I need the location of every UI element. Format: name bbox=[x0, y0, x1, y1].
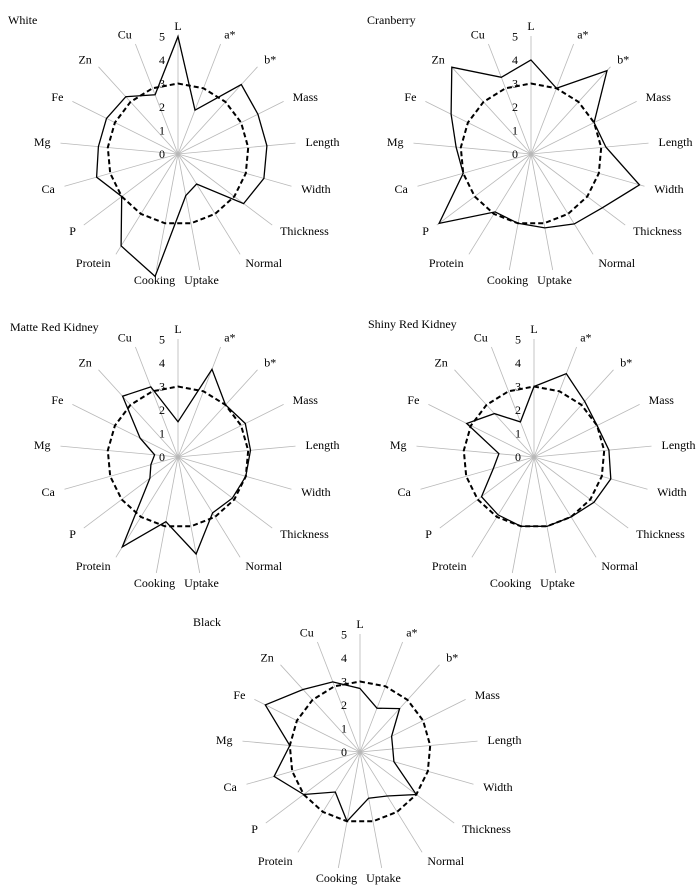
tick-label: 3 bbox=[515, 379, 521, 394]
tick-label: 3 bbox=[159, 76, 165, 91]
tick-label: 4 bbox=[341, 651, 347, 665]
tick-label: 4 bbox=[159, 53, 165, 67]
axis-label-fe: Fe bbox=[51, 89, 64, 104]
axis-label-uptake: Uptake bbox=[366, 870, 401, 885]
spoke-p bbox=[440, 457, 534, 528]
axis-label-zn: Zn bbox=[260, 650, 274, 665]
axis-label-cu: Cu bbox=[473, 330, 488, 345]
axis-label-protein: Protein bbox=[257, 853, 293, 868]
spoke-length bbox=[534, 446, 652, 457]
panel-title: White bbox=[8, 13, 38, 27]
tick-label: 3 bbox=[159, 379, 165, 394]
axis-label-normal: Normal bbox=[601, 558, 639, 573]
axis-label-zn: Zn bbox=[78, 355, 92, 370]
axis-label-uptake: Uptake bbox=[537, 272, 572, 287]
axis-label-protein: Protein bbox=[428, 255, 464, 270]
axis-label-mg: Mg bbox=[33, 135, 51, 150]
axis-label-fe: Fe bbox=[233, 687, 246, 702]
tick-label: 3 bbox=[341, 674, 347, 689]
spoke-zn bbox=[99, 67, 179, 154]
tick-label: 4 bbox=[515, 356, 521, 370]
axis-label-cooking: Cooking bbox=[133, 272, 176, 287]
spoke-a-star bbox=[534, 347, 577, 457]
axis-label-thickness: Thickness bbox=[462, 822, 511, 837]
axis-label-mg: Mg bbox=[389, 438, 407, 453]
radar-panel-matte-red-kidney bbox=[10, 320, 340, 590]
panel-title: Cranberry bbox=[367, 13, 416, 27]
axis-label-l: L bbox=[530, 322, 538, 336]
radar-panel-white bbox=[8, 13, 340, 287]
tick-label: 5 bbox=[512, 29, 518, 44]
axis-label-thickness: Thickness bbox=[633, 224, 682, 239]
axis-label-length: Length bbox=[661, 438, 696, 453]
axis-label-b-star: b* bbox=[620, 355, 633, 370]
axis-label-l: L bbox=[527, 19, 535, 33]
axis-label-thickness: Thickness bbox=[280, 224, 329, 239]
tick-label: 1 bbox=[159, 123, 165, 138]
tick-label: 0 bbox=[159, 147, 165, 161]
axis-label-thickness: Thickness bbox=[636, 527, 685, 542]
tick-label: 5 bbox=[159, 29, 165, 44]
spoke-thickness bbox=[534, 457, 628, 528]
tick-label: 4 bbox=[512, 53, 518, 67]
axis-label-zn: Zn bbox=[431, 52, 445, 67]
spoke-cu bbox=[317, 642, 360, 752]
axis-label-l: L bbox=[174, 322, 182, 336]
tick-label: 2 bbox=[515, 403, 521, 417]
spoke-zn bbox=[452, 67, 532, 154]
axis-label-mass: Mass bbox=[645, 89, 671, 104]
tick-label: 0 bbox=[512, 147, 518, 161]
spoke-thickness bbox=[531, 154, 625, 225]
panel-title: Black bbox=[193, 615, 221, 629]
spoke-length bbox=[531, 143, 649, 154]
axis-label-normal: Normal bbox=[245, 558, 283, 573]
spoke-p bbox=[84, 457, 178, 528]
tick-label: 4 bbox=[159, 356, 165, 370]
axis-label-cooking: Cooking bbox=[315, 870, 358, 885]
axis-label-b-star: b* bbox=[264, 355, 277, 370]
spoke-a-star bbox=[531, 44, 574, 154]
axis-label-cu: Cu bbox=[117, 330, 132, 345]
axis-label-fe: Fe bbox=[51, 392, 64, 407]
tick-label: 2 bbox=[512, 100, 518, 114]
axis-label-cu: Cu bbox=[117, 27, 132, 42]
tick-label: 0 bbox=[159, 450, 165, 464]
axis-label-zn: Zn bbox=[78, 52, 92, 67]
axis-label-p: P bbox=[69, 224, 76, 239]
spoke-zn bbox=[281, 665, 361, 752]
spoke-a-star bbox=[178, 347, 221, 457]
axis-label-fe: Fe bbox=[407, 392, 420, 407]
axis-label-length: Length bbox=[487, 733, 522, 748]
axis-label-a-star: a* bbox=[224, 330, 236, 345]
tick-label: 5 bbox=[515, 332, 521, 347]
tick-label: 5 bbox=[341, 627, 347, 642]
axis-label-ca: Ca bbox=[41, 485, 55, 499]
axis-label-l: L bbox=[174, 19, 182, 33]
tick-label: 0 bbox=[515, 450, 521, 464]
radar-panel-cranberry bbox=[367, 13, 693, 287]
axis-label-length: Length bbox=[305, 135, 340, 150]
axis-label-p: P bbox=[69, 527, 76, 542]
axis-label-cooking: Cooking bbox=[486, 272, 529, 287]
axis-label-zn: Zn bbox=[434, 355, 448, 370]
radar-panel-black bbox=[193, 615, 522, 885]
axis-label-uptake: Uptake bbox=[184, 575, 219, 590]
spoke-thickness bbox=[360, 752, 454, 823]
tick-label: 3 bbox=[512, 76, 518, 91]
axis-label-mass: Mass bbox=[474, 687, 500, 702]
axis-label-width: Width bbox=[483, 780, 513, 794]
axis-label-fe: Fe bbox=[404, 89, 417, 104]
axis-label-a-star: a* bbox=[224, 27, 236, 42]
axis-label-mg: Mg bbox=[33, 438, 51, 453]
tick-label: 0 bbox=[341, 745, 347, 759]
axis-label-cu: Cu bbox=[470, 27, 485, 42]
axis-label-width: Width bbox=[654, 182, 684, 196]
axis-label-b-star: b* bbox=[264, 52, 277, 67]
axis-label-length: Length bbox=[658, 135, 693, 150]
axis-label-a-star: a* bbox=[406, 625, 418, 640]
axis-label-mass: Mass bbox=[292, 392, 318, 407]
tick-label: 2 bbox=[341, 698, 347, 712]
spoke-length bbox=[178, 143, 296, 154]
panel-title: Matte Red Kidney bbox=[10, 320, 99, 334]
axis-label-ca: Ca bbox=[397, 485, 411, 499]
axis-label-a-star: a* bbox=[580, 330, 592, 345]
axis-label-l: L bbox=[356, 617, 364, 631]
axis-label-cu: Cu bbox=[299, 625, 314, 640]
spoke-a-star bbox=[360, 642, 403, 752]
spoke-length bbox=[178, 446, 296, 457]
axis-label-width: Width bbox=[657, 485, 687, 499]
axis-label-mass: Mass bbox=[292, 89, 318, 104]
axis-label-mg: Mg bbox=[215, 733, 233, 748]
axis-label-p: P bbox=[425, 527, 432, 542]
spoke-cu bbox=[488, 44, 531, 154]
tick-label: 1 bbox=[159, 426, 165, 441]
spoke-length bbox=[360, 741, 478, 752]
axis-label-p: P bbox=[251, 822, 258, 837]
radar-panel-shiny-red-kidney bbox=[368, 317, 696, 590]
tick-label: 1 bbox=[515, 426, 521, 441]
axis-label-mass: Mass bbox=[648, 392, 674, 407]
tick-label: 1 bbox=[512, 123, 518, 138]
panel-title: Shiny Red Kidney bbox=[368, 317, 457, 331]
axis-label-b-star: b* bbox=[446, 650, 459, 665]
axis-label-protein: Protein bbox=[431, 558, 467, 573]
axis-label-ca: Ca bbox=[41, 182, 55, 196]
axis-label-normal: Normal bbox=[245, 255, 283, 270]
spoke-zn bbox=[99, 370, 179, 457]
spoke-cu bbox=[135, 44, 178, 154]
axis-label-cooking: Cooking bbox=[489, 575, 532, 590]
axis-label-cooking: Cooking bbox=[133, 575, 176, 590]
axis-label-protein: Protein bbox=[75, 255, 111, 270]
axis-label-normal: Normal bbox=[598, 255, 636, 270]
tick-label: 2 bbox=[159, 403, 165, 417]
axis-label-width: Width bbox=[301, 182, 331, 196]
axis-label-length: Length bbox=[305, 438, 340, 453]
axis-label-uptake: Uptake bbox=[184, 272, 219, 287]
tick-label: 1 bbox=[341, 721, 347, 736]
axis-label-ca: Ca bbox=[394, 182, 408, 196]
axis-label-thickness: Thickness bbox=[280, 527, 329, 542]
tick-label: 5 bbox=[159, 332, 165, 347]
axis-label-b-star: b* bbox=[617, 52, 630, 67]
axis-label-width: Width bbox=[301, 485, 331, 499]
axis-label-p: P bbox=[422, 224, 429, 239]
axis-label-a-star: a* bbox=[577, 27, 589, 42]
axis-label-ca: Ca bbox=[223, 780, 237, 794]
axis-label-mg: Mg bbox=[386, 135, 404, 150]
axis-label-protein: Protein bbox=[75, 558, 111, 573]
spoke-thickness bbox=[178, 457, 272, 528]
axis-label-uptake: Uptake bbox=[540, 575, 575, 590]
tick-label: 2 bbox=[159, 100, 165, 114]
spoke-p bbox=[266, 752, 360, 823]
axis-label-normal: Normal bbox=[427, 853, 465, 868]
